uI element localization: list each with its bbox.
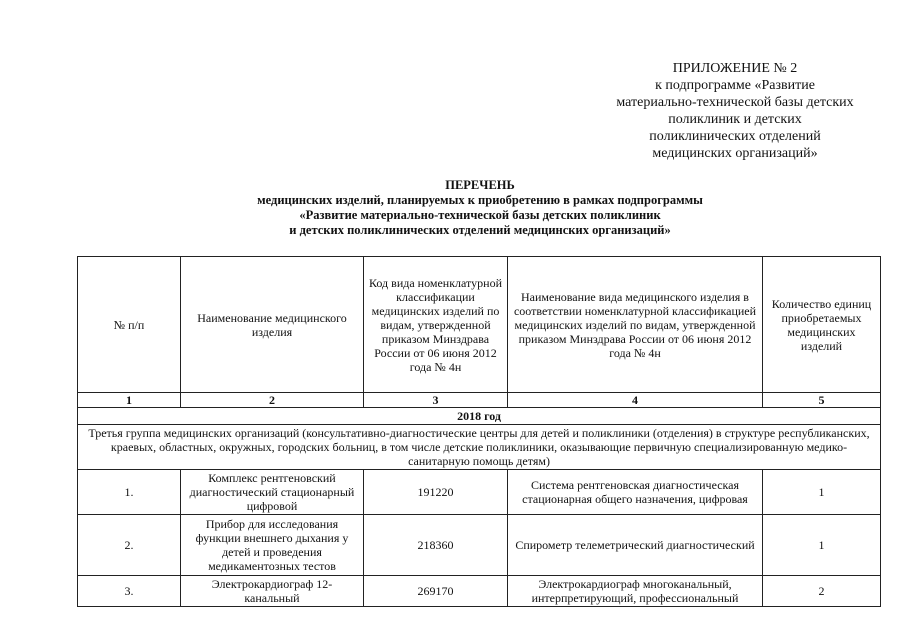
appendix-line: материально-технической базы детских (616, 95, 854, 110)
appendix-line: поликлинических отделений (649, 129, 821, 144)
device-kind: Система рентгеновская диагностическая стационарная общего назначения, цифровая (508, 470, 763, 515)
table-row (78, 515, 881, 576)
device-quantity: 2 (763, 576, 881, 607)
row-number: 3. (78, 576, 181, 607)
group-description: Третья группа медицинских организаций (консультативно-диагностические центры для детей и поликлиники (отделения) в структуре республиканских, краевых, областных, окружных, городских больниц, в том числе детские поликлиники, оказывающие первичную специализированную медико-санитарную помощь детям) (78, 425, 881, 470)
device-kind: Спирометр телеметрический диагностический (508, 515, 763, 576)
device-name: Прибор для исследования функции внешнего дыхания у детей и проведения медикаментозных тестов (181, 515, 364, 576)
medical-devices-table (77, 256, 881, 607)
heading-title: ПЕРЕЧЕНЬ (445, 178, 515, 192)
column-number: 2 (181, 393, 364, 408)
device-name: Комплекс рентгеновский диагностический стационарный цифровой (181, 470, 364, 515)
appendix-line: поликлиник и детских (668, 112, 802, 127)
device-code: 191220 (364, 470, 508, 515)
device-quantity: 1 (763, 515, 881, 576)
appendix-line: к подпрограмме «Развитие (655, 78, 815, 93)
year-label: 2018 год (78, 408, 881, 425)
device-code: 218360 (364, 515, 508, 576)
appendix-block (565, 60, 905, 162)
table-row (78, 470, 881, 515)
document-heading (150, 178, 810, 238)
column-number: 4 (508, 393, 763, 408)
row-number: 2. (78, 515, 181, 576)
year-row (78, 408, 881, 425)
table-header-row (78, 257, 881, 393)
device-kind: Электрокардиограф многоканальный, интерпретирующий, профессиональный (508, 576, 763, 607)
heading-line: медицинских изделий, планируемых к приобретению в рамках подпрограммы (257, 193, 703, 207)
row-number: 1. (78, 470, 181, 515)
group-row (78, 425, 881, 470)
header-cell-quantity: Количество единиц приобретаемых медицинских изделий (763, 257, 881, 393)
column-number: 5 (763, 393, 881, 408)
column-number: 1 (78, 393, 181, 408)
header-cell-kind: Наименование вида медицинского изделия в соответствии номенклатурной классификацией медицинских изделий по видам, утвержденной приказом Минздрава России от 06 июня 2012 года № 4н (508, 257, 763, 393)
device-name: Электрокардиограф 12-канальный (181, 576, 364, 607)
header-cell-number: № п/п (78, 257, 181, 393)
appendix-line: медицинских организаций» (652, 146, 818, 161)
device-quantity: 1 (763, 470, 881, 515)
heading-line: и детских поликлинических отделений медицинских организаций» (289, 223, 671, 237)
device-code: 269170 (364, 576, 508, 607)
column-number: 3 (364, 393, 508, 408)
header-cell-name: Наименование медицинского изделия (181, 257, 364, 393)
column-number-row (78, 393, 881, 408)
header-cell-code: Код вида номенклатурной классификации медицинских изделий по видам, утвержденной приказом Минздрава России от 06 июня 2012 года № 4н (364, 257, 508, 393)
table-row (78, 576, 881, 607)
heading-line: «Развитие материально-технической базы детских поликлиник (299, 208, 661, 222)
appendix-title: ПРИЛОЖЕНИЕ № 2 (672, 61, 798, 76)
